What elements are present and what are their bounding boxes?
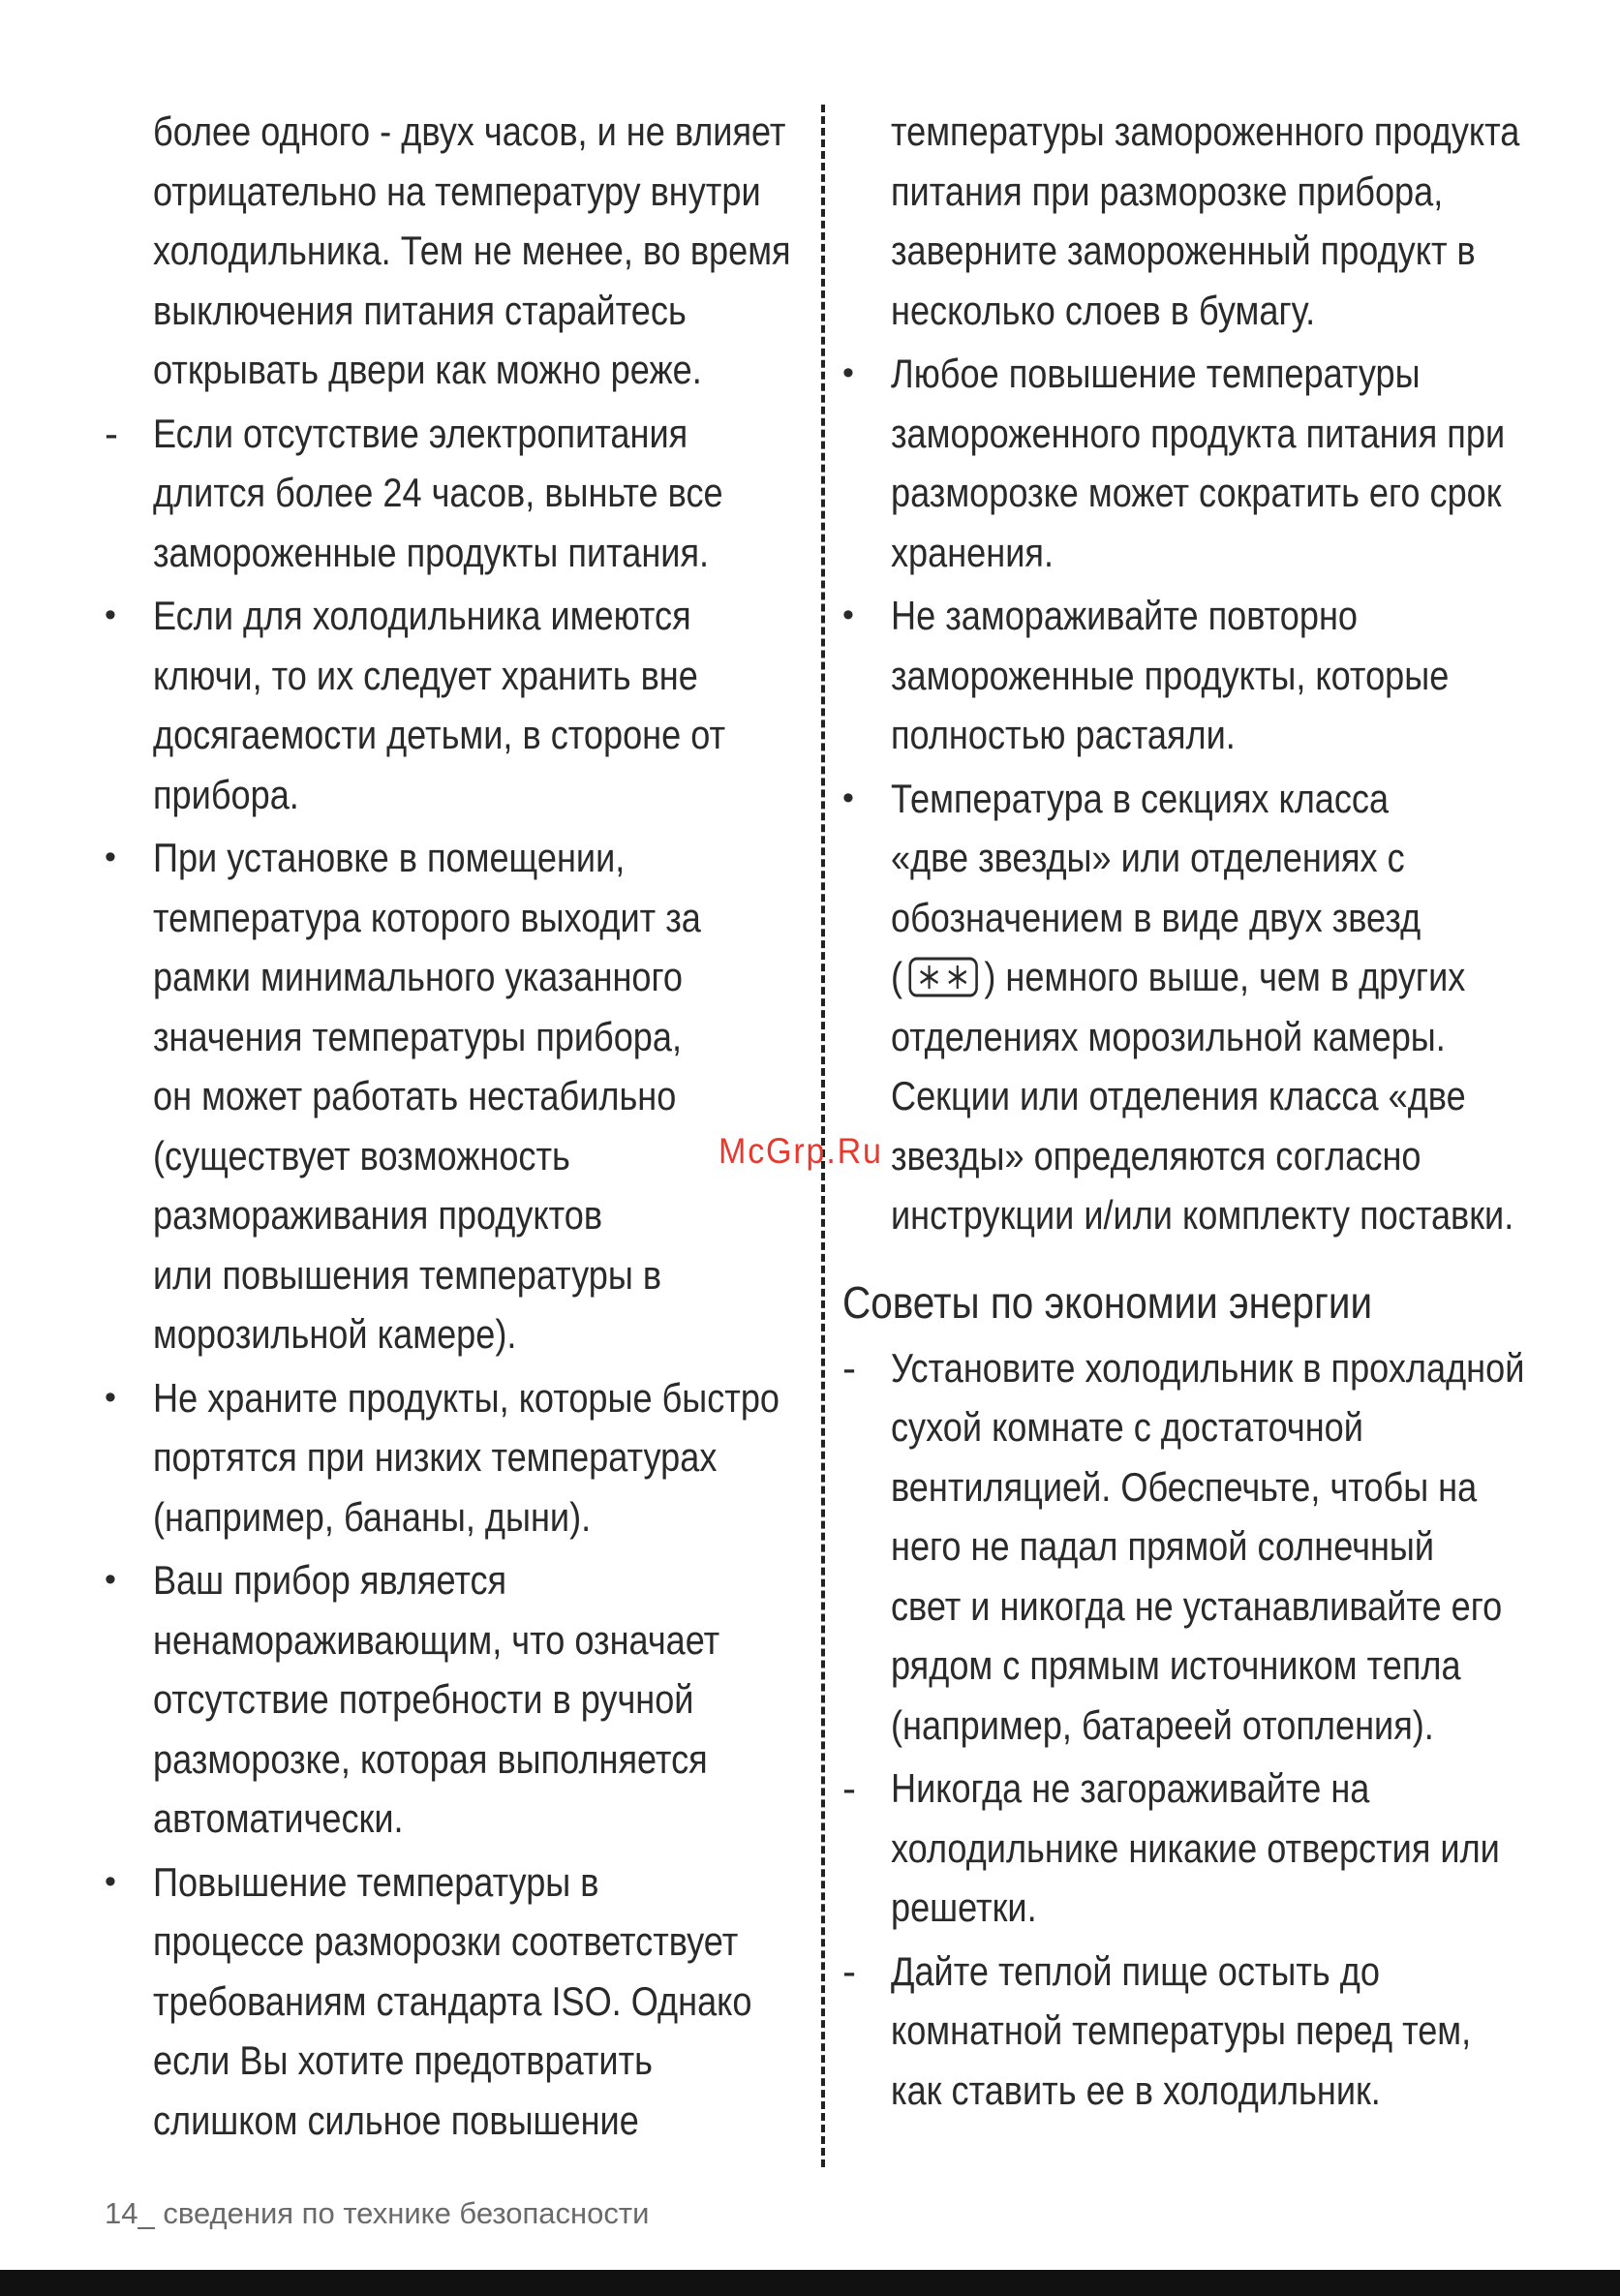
paragraph-text (153, 586, 726, 824)
text-line: Если отсутствие электропитания (153, 410, 688, 456)
list-bullet: • (842, 779, 854, 816)
paragraph-text (153, 828, 711, 1364)
list-bullet: • (105, 839, 116, 875)
text-line: температура которого выходит за (153, 894, 701, 940)
list-bullet: • (105, 1862, 116, 1900)
bottom-bar (0, 2270, 1620, 2296)
bullet-list-item (105, 1368, 802, 1547)
text-line: несколько слоев в бумагу. (891, 287, 1316, 333)
right-column (842, 102, 1554, 2124)
list-bullet: • (105, 597, 116, 633)
paragraph-text (891, 769, 1514, 1245)
right-top-blocks (842, 102, 1554, 765)
text-line: отделениях морозильной камеры. (891, 1013, 1446, 1059)
paragraph-text (153, 1368, 780, 1547)
two-stars-icon (907, 956, 979, 998)
text-line: значения температуры прибора, (153, 1013, 683, 1059)
paragraph-text (891, 1759, 1500, 1938)
list-dash: - (842, 1947, 856, 1994)
text-line: свет и никогда не устанавливайте его (891, 1582, 1503, 1629)
text-line: Повышение температуры в (153, 1858, 599, 1905)
text-line: как ставить ее в холодильник. (891, 2066, 1381, 2113)
text-line: автоматически. (153, 1795, 404, 1841)
text-line: или повышения температуры в (153, 1251, 662, 1298)
section-heading: Советы по экономии энергии (842, 1276, 1373, 1328)
text-line: длится более 24 часов, выньте все (153, 470, 723, 515)
list-bullet: • (105, 1561, 116, 1598)
text-line: Секции или отделения класса «две (891, 1073, 1466, 1118)
paragraph-text (891, 586, 1461, 765)
right-bottom-blocks (842, 1338, 1554, 2121)
text-line: ключи, то их следует хранить вне (153, 652, 698, 698)
left-column (105, 102, 802, 2154)
text-line: досягаемости детьми, в стороне от (153, 712, 726, 757)
bullet-list-item (842, 344, 1554, 582)
dash-list-item (842, 1759, 1554, 1938)
text-line: прибора. (153, 771, 299, 817)
text-line: питания при разморозке прибора, (891, 168, 1444, 214)
text-line: (например, батареей отопления). (891, 1701, 1434, 1748)
bullet-list-item (105, 1550, 802, 1849)
paragraph-text (891, 1338, 1525, 1756)
paragraph (842, 102, 1554, 340)
text-line: звезды» определяются согласно (891, 1132, 1421, 1179)
text-line: комнатной температуры перед тем, (891, 2007, 1472, 2053)
text-line: Установите холодильник в прохладной (891, 1344, 1525, 1391)
text-line: холодильнике никакие отверстия или (891, 1824, 1500, 1871)
paragraph-text (891, 344, 1506, 582)
text-line: выключения питания старайтесь (153, 287, 687, 333)
text-line: процессе разморозки соответствует (153, 1918, 739, 1964)
bullet-list-item (105, 586, 802, 824)
text-line: полностью растаяли. (891, 712, 1236, 757)
list-dash: - (105, 410, 118, 456)
text-line: более одного - двух часов, и не влияет (153, 108, 786, 154)
list-dash: - (842, 1765, 856, 1811)
text-line: разморозке может сократить его срок (891, 470, 1502, 515)
text-line: хранения. (891, 529, 1054, 575)
paragraph-text (153, 102, 791, 400)
text-line: Не замораживайте повторно (891, 593, 1359, 638)
text-line: сухой комнате с достаточной (891, 1404, 1363, 1450)
paragraph-text (891, 1942, 1472, 2121)
text-line: Никогда не загораживайте на (891, 1765, 1370, 1811)
text-line: слишком сильное повышение (153, 2097, 639, 2143)
text-line: обозначением в виде двух звезд (891, 894, 1421, 940)
text-line: рамки минимального указанного (153, 954, 683, 999)
list-bullet: • (105, 1378, 116, 1416)
text-line: Дайте теплой пище остыть до (891, 1947, 1380, 1994)
text-line: Ваш прибор является (153, 1557, 507, 1603)
text-line: Любое повышение температуры (891, 351, 1421, 396)
paragraph-text (153, 404, 723, 583)
text-line-with-icon: ( ) немного выше, чем в других (891, 954, 1466, 999)
text-line: него не падал прямой солнечный (891, 1523, 1435, 1569)
list-bullet: • (842, 354, 854, 391)
text-line: заверните замороженный продукт в (891, 228, 1476, 273)
text-line: разморозке, которая выполняется (153, 1735, 708, 1782)
dash-list-item (105, 404, 802, 583)
paragraph-text (891, 102, 1520, 340)
text-line: вентиляцией. Обеспечьте, чтобы на (891, 1463, 1478, 1510)
text-line: открывать двери как можно реже. (153, 347, 702, 392)
text-line: холодильника. Тем не менее, во время (153, 228, 791, 273)
text-line: ненамораживающим, что означает (153, 1616, 720, 1663)
text-line: решетки. (891, 1884, 1037, 1930)
text-line: Если для холодильника имеются (153, 593, 691, 638)
text-line: (существует возможность (153, 1132, 570, 1179)
paragraph-text (153, 1852, 752, 2151)
left-blocks (105, 102, 802, 2150)
dash-list-item (842, 1942, 1554, 2121)
text-line: Температура в секциях класса (891, 775, 1390, 821)
paragraph-text (153, 1550, 720, 1849)
text-line: требованиям стандарта ISO. Однако (153, 1977, 752, 2024)
two-star-paragraph (842, 769, 1554, 1245)
text-line: отрицательно на температуру внутри (153, 168, 761, 214)
text-line: размораживания продуктов (153, 1192, 603, 1238)
text-line: рядом с прямым источником тепла (891, 1642, 1461, 1688)
text-line: если Вы хотите предотвратить (153, 2037, 653, 2083)
bullet-list-item (105, 828, 802, 1364)
text-line: отсутствие потребности в ручной (153, 1676, 694, 1722)
list-dash: - (842, 1344, 856, 1391)
text-line: «две звезды» или отделениях с (891, 835, 1405, 880)
page-footer: 14_ сведения по технике безопасности (105, 2196, 650, 2230)
dash-list-item (842, 1338, 1554, 1756)
text-line: морозильной камере). (153, 1311, 517, 1357)
text-line: замороженные продукты питания. (153, 529, 710, 575)
text-line: температуры замороженного продукта (891, 108, 1520, 154)
paragraph (105, 102, 802, 400)
text-line: Не храните продукты, которые быстро (153, 1374, 780, 1421)
text-line: замороженные продукты, которые (891, 652, 1450, 698)
text-line: инструкции и/или комплекту поставки. (891, 1192, 1514, 1238)
text-line: портятся при низких температурах (153, 1434, 718, 1480)
text-line: он может работать нестабильно (153, 1073, 677, 1118)
list-bullet: • (842, 597, 854, 633)
watermark: McGrp.Ru (718, 1131, 883, 1171)
bullet-list-item (842, 586, 1554, 765)
bullet-list-item (105, 1852, 802, 2151)
text-line: замороженного продукта питания при (891, 410, 1506, 456)
text-line: При установке в помещении, (153, 835, 626, 880)
text-line: (например, бананы, дыни). (153, 1493, 592, 1540)
